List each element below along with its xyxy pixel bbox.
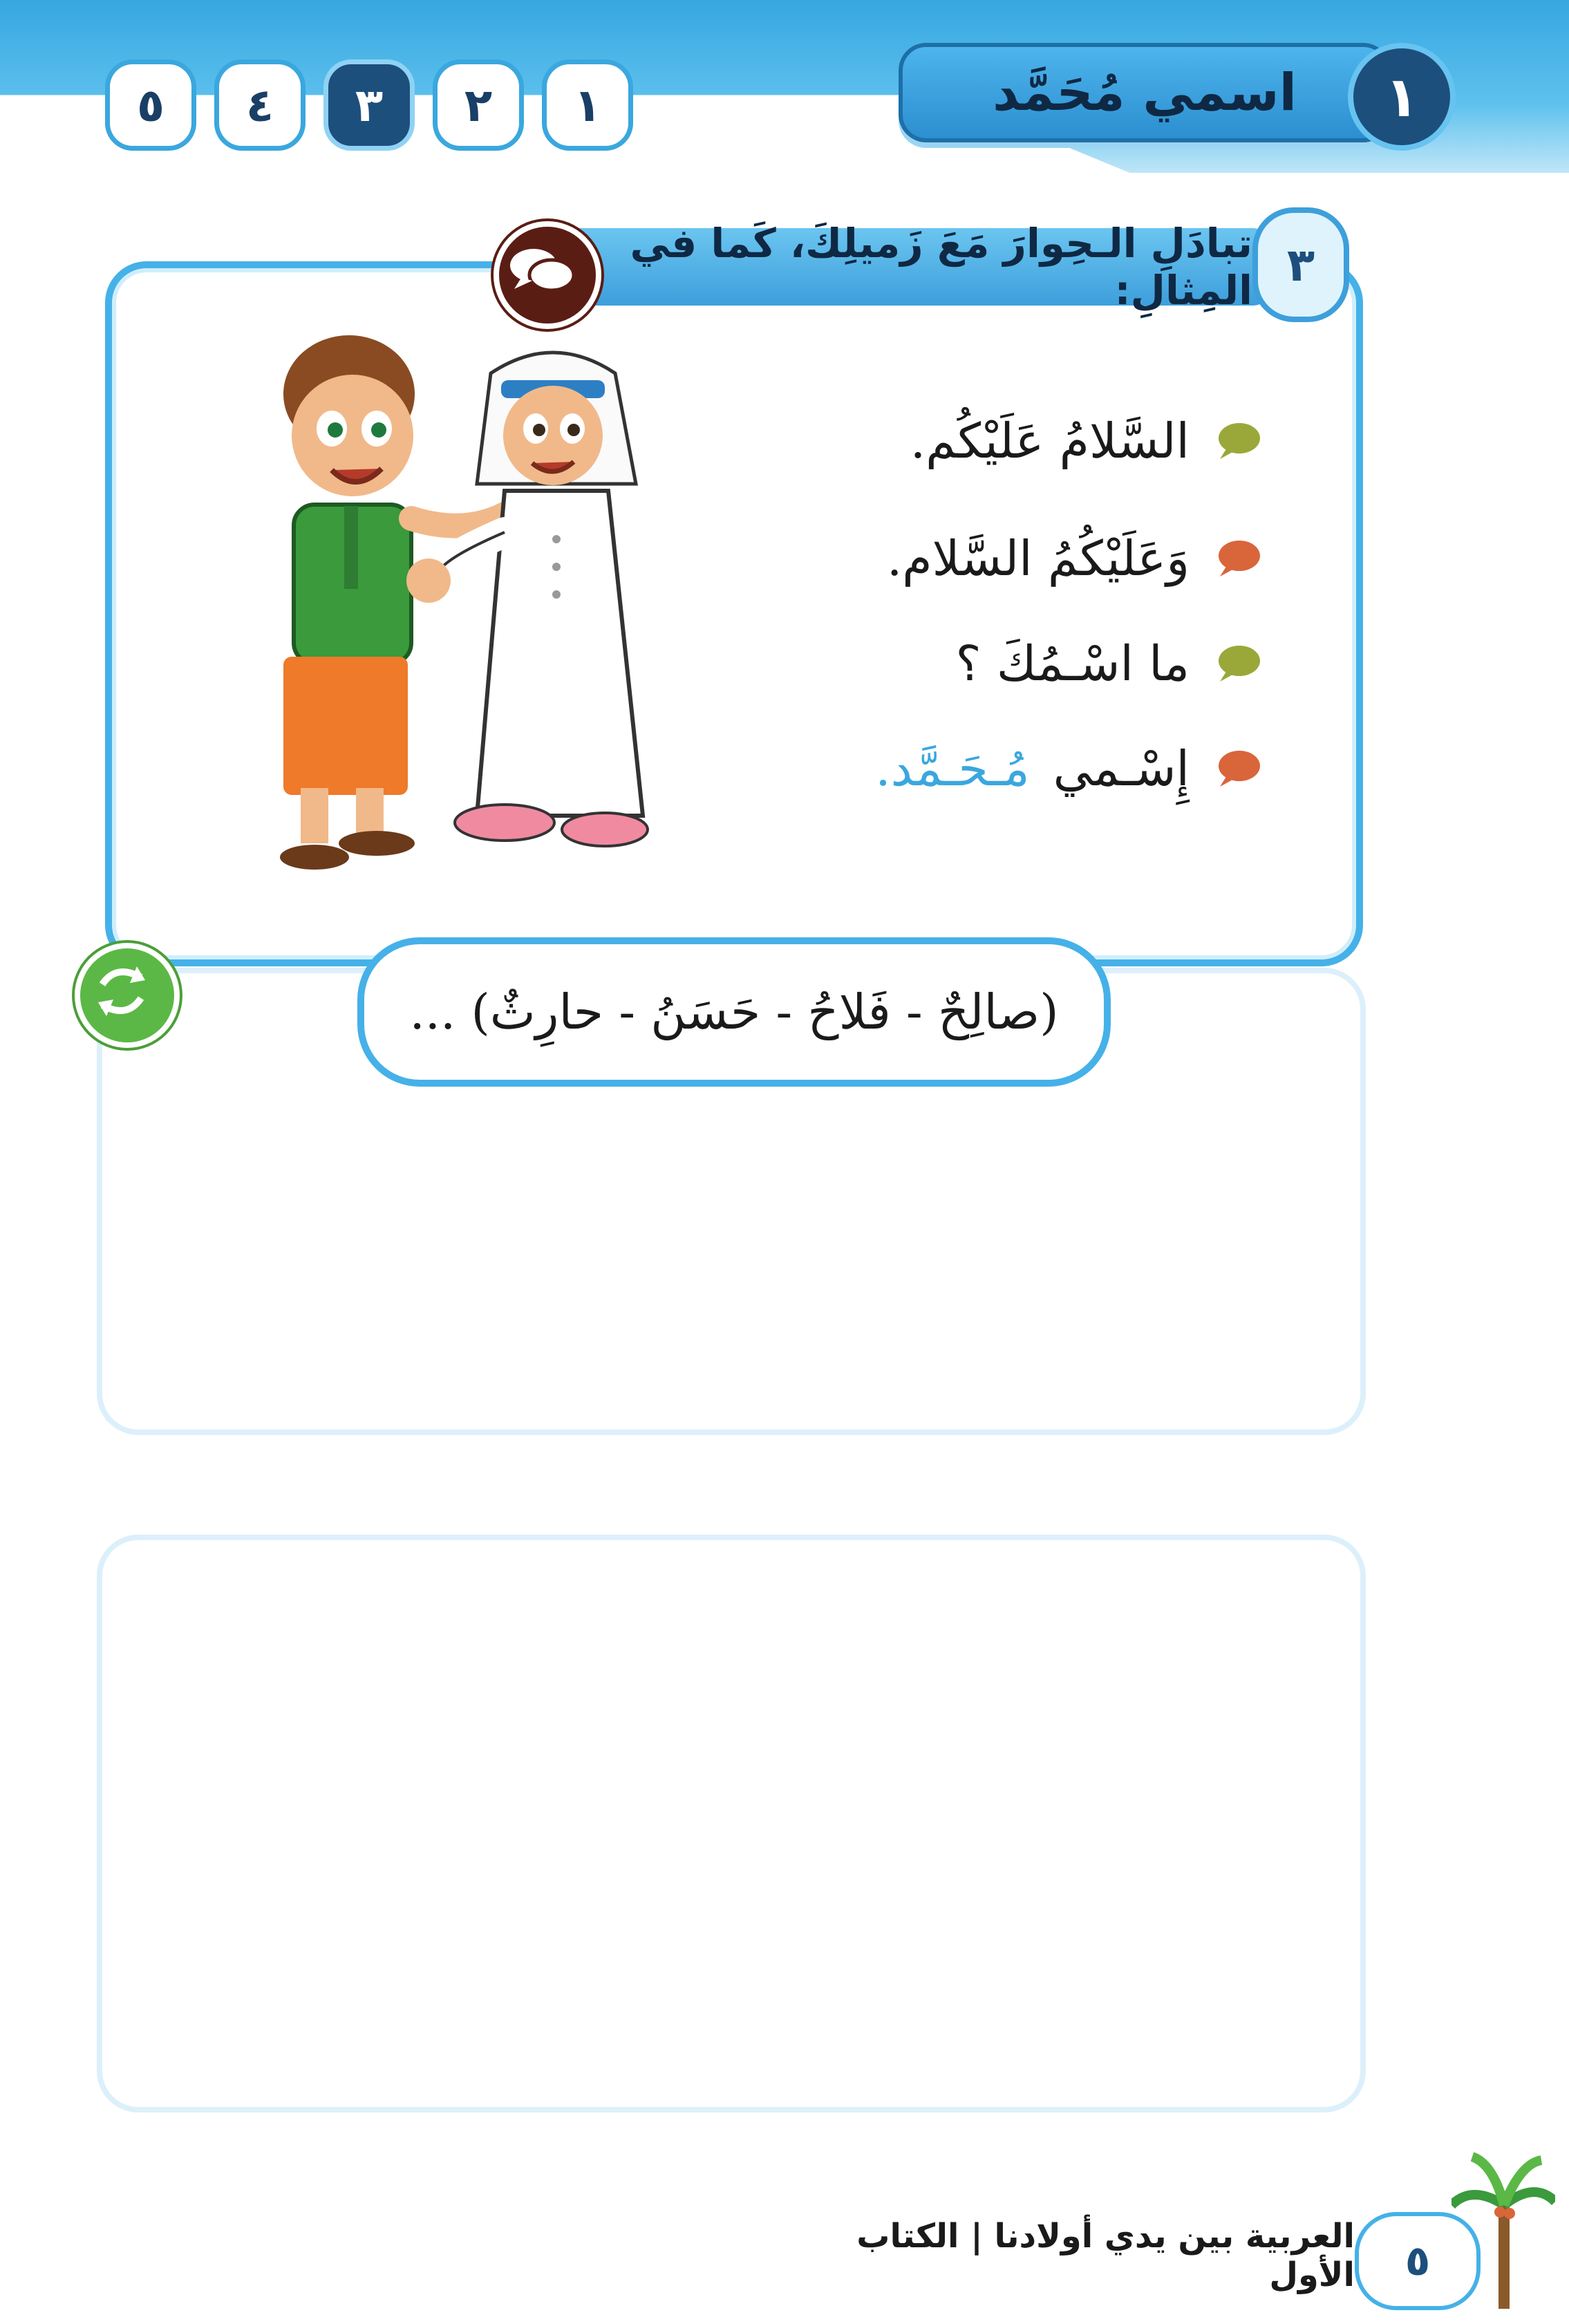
step-3-active[interactable]: ٣ <box>323 59 415 151</box>
footer-book-title: العربية بين يدي أولادنا | الكتاب الأول <box>856 2217 1355 2294</box>
dialog-text: السَّلامُ عَلَيْكُم. <box>910 413 1190 469</box>
step-4[interactable]: ٤ <box>214 59 306 151</box>
step-5[interactable]: ٥ <box>105 59 196 151</box>
dialog-highlight-name: مُـحَـمَّد. <box>875 740 1030 797</box>
speech-bubble-icon <box>1213 538 1261 579</box>
step-1[interactable]: ١ <box>542 59 633 151</box>
dialog-text: وَعَلَيْكُمُ السَّلام. <box>887 530 1190 587</box>
substitution-names-box: (صالِحٌ - فَلاحُ - حَسَنُ - حارِثٌ) ... <box>357 937 1111 1087</box>
palm-tree-icon <box>1451 2143 1555 2309</box>
page-number: ٥ <box>1355 2212 1481 2310</box>
dialog-text: ما اسْـمُكَ ؟ <box>955 635 1190 692</box>
dialog-line-2 <box>887 517 1261 600</box>
dialog-line-4 <box>875 727 1261 810</box>
speech-bubbles-icon <box>494 221 601 329</box>
lesson-number: ١ <box>1348 43 1456 151</box>
replace-arrows-icon <box>75 943 180 1048</box>
dialog-text-prefix: إِسْـمي <box>1053 740 1190 797</box>
reverse-side-ghost-frame-2 <box>97 1535 1366 2112</box>
dialog-line-1 <box>910 400 1261 482</box>
speech-bubble-icon <box>1213 748 1261 789</box>
boy-white-thobe <box>406 353 648 846</box>
lesson-title: اسمي مُحَمَّد <box>899 43 1391 142</box>
exercise-number: ٣ <box>1252 207 1349 322</box>
boys-handshake-illustration <box>228 332 712 885</box>
exercise-instruction: تبادَلِ الـحِوارَ مَعَ زَميلِكَ، كَما في المِثالِ: <box>561 228 1273 306</box>
step-2[interactable]: ٢ <box>433 59 524 151</box>
speech-bubble-icon <box>1213 643 1261 684</box>
dialog-line-3 <box>955 622 1261 705</box>
speech-bubble-icon <box>1213 420 1261 462</box>
